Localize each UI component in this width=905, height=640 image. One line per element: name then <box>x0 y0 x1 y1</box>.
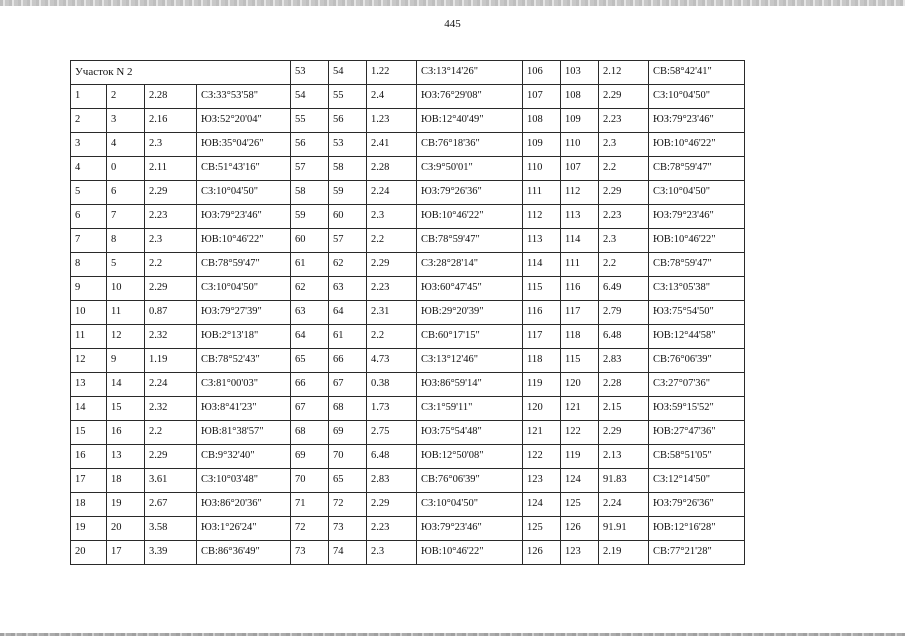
table-row <box>71 421 745 445</box>
block1-to-point: 17 <box>107 541 145 565</box>
block2-bearing: СВ:60°17'15" <box>417 325 523 349</box>
block2-length: 2.31 <box>367 301 417 325</box>
block1-length: 0.87 <box>145 301 197 325</box>
block3-from-point: 119 <box>523 373 561 397</box>
block3-to-point: 112 <box>561 181 599 205</box>
block3-from-point: 106 <box>523 61 561 85</box>
block2-to-point: 67 <box>329 373 367 397</box>
block3-bearing: ЮЗ:79°23'46" <box>649 205 745 229</box>
block2-length: 2.24 <box>367 181 417 205</box>
block2-bearing: СЗ:9°50'01" <box>417 157 523 181</box>
block1-bearing: СВ:78°52'43" <box>197 349 291 373</box>
block3-from-point: 116 <box>523 301 561 325</box>
block2-from-point: 59 <box>291 205 329 229</box>
block3-length: 2.3 <box>599 229 649 253</box>
block3-from-point: 109 <box>523 133 561 157</box>
block3-from-point: 112 <box>523 205 561 229</box>
block3-length: 2.29 <box>599 421 649 445</box>
block2-from-point: 64 <box>291 325 329 349</box>
block2-to-point: 65 <box>329 469 367 493</box>
block3-to-point: 109 <box>561 109 599 133</box>
block1-length: 3.58 <box>145 517 197 541</box>
block1-from-point: 16 <box>71 445 107 469</box>
table-row <box>71 445 745 469</box>
block1-length: 2.23 <box>145 205 197 229</box>
block2-bearing: СВ:78°59'47" <box>417 229 523 253</box>
block2-from-point: 53 <box>291 61 329 85</box>
block2-to-point: 66 <box>329 349 367 373</box>
block3-from-point: 124 <box>523 493 561 517</box>
block1-to-point: 5 <box>107 253 145 277</box>
table-row <box>71 133 745 157</box>
block1-from-point: 2 <box>71 109 107 133</box>
block1-to-point: 2 <box>107 85 145 109</box>
block2-length: 2.41 <box>367 133 417 157</box>
block3-bearing: СВ:78°59'47" <box>649 253 745 277</box>
block2-bearing: ЮВ:29°20'39" <box>417 301 523 325</box>
block3-to-point: 126 <box>561 517 599 541</box>
block1-length: 2.28 <box>145 85 197 109</box>
block3-bearing: ЮЗ:79°26'36" <box>649 493 745 517</box>
coordinates-table <box>70 60 745 565</box>
block1-from-point: 19 <box>71 517 107 541</box>
block1-to-point: 8 <box>107 229 145 253</box>
block3-bearing: СВ:77°21'28" <box>649 541 745 565</box>
block2-length: 2.2 <box>367 325 417 349</box>
block2-to-point: 57 <box>329 229 367 253</box>
block3-to-point: 119 <box>561 445 599 469</box>
block1-to-point: 3 <box>107 109 145 133</box>
block2-from-point: 56 <box>291 133 329 157</box>
block3-length: 2.13 <box>599 445 649 469</box>
table-row <box>71 517 745 541</box>
block1-bearing: ЮЗ:79°23'46" <box>197 205 291 229</box>
block2-from-point: 54 <box>291 85 329 109</box>
block3-bearing: ЮЗ:75°54'50" <box>649 301 745 325</box>
block2-bearing: ЮЗ:79°26'36" <box>417 181 523 205</box>
block3-length: 91.91 <box>599 517 649 541</box>
block2-length: 4.73 <box>367 349 417 373</box>
block3-length: 91.83 <box>599 469 649 493</box>
block1-from-point: 7 <box>71 229 107 253</box>
table-row <box>71 493 745 517</box>
block1-to-point: 7 <box>107 205 145 229</box>
block1-from-point: 3 <box>71 133 107 157</box>
block2-bearing: СЗ:10°04'50" <box>417 493 523 517</box>
block1-to-point: 6 <box>107 181 145 205</box>
block2-from-point: 73 <box>291 541 329 565</box>
block2-from-point: 58 <box>291 181 329 205</box>
block3-bearing: ЮВ:27°47'36" <box>649 421 745 445</box>
block1-from-point: 5 <box>71 181 107 205</box>
block3-to-point: 121 <box>561 397 599 421</box>
block1-from-point: 13 <box>71 373 107 397</box>
block1-from-point: 17 <box>71 469 107 493</box>
block1-bearing: СЗ:10°04'50" <box>197 181 291 205</box>
block1-bearing: ЮЗ:52°20'04" <box>197 109 291 133</box>
block3-to-point: 111 <box>561 253 599 277</box>
block2-from-point: 69 <box>291 445 329 469</box>
block2-bearing: СЗ:13°12'46" <box>417 349 523 373</box>
table-row <box>71 325 745 349</box>
block1-bearing: ЮЗ:1°26'24" <box>197 517 291 541</box>
block1-length: 1.19 <box>145 349 197 373</box>
block1-from-point: 9 <box>71 277 107 301</box>
block2-length: 2.2 <box>367 229 417 253</box>
block1-from-point: 4 <box>71 157 107 181</box>
block2-to-point: 73 <box>329 517 367 541</box>
table-row <box>71 205 745 229</box>
block1-length: 2.11 <box>145 157 197 181</box>
block1-length: 2.29 <box>145 277 197 301</box>
block3-length: 2.83 <box>599 349 649 373</box>
block1-to-point: 0 <box>107 157 145 181</box>
block3-length: 2.23 <box>599 109 649 133</box>
block3-to-point: 115 <box>561 349 599 373</box>
table-row <box>71 277 745 301</box>
table-row <box>71 109 745 133</box>
block2-to-point: 59 <box>329 181 367 205</box>
block2-from-point: 55 <box>291 109 329 133</box>
block2-length: 2.3 <box>367 205 417 229</box>
block2-length: 1.22 <box>367 61 417 85</box>
block3-to-point: 123 <box>561 541 599 565</box>
block3-to-point: 114 <box>561 229 599 253</box>
block2-from-point: 57 <box>291 157 329 181</box>
block2-from-point: 71 <box>291 493 329 517</box>
block3-bearing: СВ:58°51'05" <box>649 445 745 469</box>
block2-to-point: 72 <box>329 493 367 517</box>
block3-from-point: 122 <box>523 445 561 469</box>
block2-length: 2.4 <box>367 85 417 109</box>
block2-bearing: СЗ:28°28'14" <box>417 253 523 277</box>
block1-length: 2.29 <box>145 181 197 205</box>
block3-from-point: 111 <box>523 181 561 205</box>
block2-from-point: 65 <box>291 349 329 373</box>
block2-length: 2.29 <box>367 253 417 277</box>
block3-from-point: 117 <box>523 325 561 349</box>
scan-edge-top <box>0 0 905 6</box>
block2-from-point: 61 <box>291 253 329 277</box>
block1-from-point: 15 <box>71 421 107 445</box>
block3-to-point: 122 <box>561 421 599 445</box>
block1-to-point: 4 <box>107 133 145 157</box>
table-row <box>71 373 745 397</box>
block1-length: 2.32 <box>145 325 197 349</box>
block1-bearing: СВ:51°43'16" <box>197 157 291 181</box>
block2-to-point: 55 <box>329 85 367 109</box>
block3-length: 2.29 <box>599 181 649 205</box>
block2-length: 2.83 <box>367 469 417 493</box>
block3-from-point: 110 <box>523 157 561 181</box>
block2-to-point: 64 <box>329 301 367 325</box>
block1-from-point: 20 <box>71 541 107 565</box>
block1-from-point: 8 <box>71 253 107 277</box>
block2-bearing: СЗ:1°59'11" <box>417 397 523 421</box>
block2-to-point: 62 <box>329 253 367 277</box>
block2-bearing: ЮЗ:60°47'45" <box>417 277 523 301</box>
block3-length: 6.49 <box>599 277 649 301</box>
block3-from-point: 114 <box>523 253 561 277</box>
block2-length: 6.48 <box>367 445 417 469</box>
block2-bearing: СВ:76°18'36" <box>417 133 523 157</box>
block3-from-point: 118 <box>523 349 561 373</box>
block1-length: 2.67 <box>145 493 197 517</box>
table-row <box>71 61 745 85</box>
block3-to-point: 120 <box>561 373 599 397</box>
table-row <box>71 349 745 373</box>
block1-bearing: ЮВ:2°13'18" <box>197 325 291 349</box>
block2-from-point: 60 <box>291 229 329 253</box>
block3-length: 2.29 <box>599 85 649 109</box>
block3-bearing: ЮВ:12°16'28" <box>649 517 745 541</box>
block1-length: 2.29 <box>145 445 197 469</box>
block2-to-point: 61 <box>329 325 367 349</box>
block1-to-point: 18 <box>107 469 145 493</box>
block2-bearing: ЮВ:10°46'22" <box>417 205 523 229</box>
block3-from-point: 120 <box>523 397 561 421</box>
table-row <box>71 85 745 109</box>
block2-to-point: 63 <box>329 277 367 301</box>
block1-length: 2.32 <box>145 397 197 421</box>
block2-bearing: ЮВ:10°46'22" <box>417 541 523 565</box>
block2-length: 2.29 <box>367 493 417 517</box>
block2-from-point: 72 <box>291 517 329 541</box>
block2-bearing: ЮВ:12°50'08" <box>417 445 523 469</box>
block3-length: 2.3 <box>599 133 649 157</box>
block3-bearing: СЗ:10°04'50" <box>649 85 745 109</box>
block1-length: 2.3 <box>145 133 197 157</box>
block3-to-point: 113 <box>561 205 599 229</box>
block3-bearing: ЮЗ:79°23'46" <box>649 109 745 133</box>
block1-bearing: ЮВ:10°46'22" <box>197 229 291 253</box>
block3-from-point: 107 <box>523 85 561 109</box>
block2-to-point: 69 <box>329 421 367 445</box>
block2-from-point: 70 <box>291 469 329 493</box>
block3-to-point: 103 <box>561 61 599 85</box>
block3-to-point: 117 <box>561 301 599 325</box>
block3-to-point: 110 <box>561 133 599 157</box>
table-row <box>71 301 745 325</box>
block2-length: 2.23 <box>367 517 417 541</box>
block2-length: 2.23 <box>367 277 417 301</box>
block1-to-point: 9 <box>107 349 145 373</box>
block1-bearing: СЗ:10°04'50" <box>197 277 291 301</box>
block2-to-point: 68 <box>329 397 367 421</box>
block3-bearing: СЗ:13°05'38" <box>649 277 745 301</box>
block1-bearing: ЮВ:35°04'26" <box>197 133 291 157</box>
block1-bearing: ЮВ:81°38'57" <box>197 421 291 445</box>
block1-length: 3.39 <box>145 541 197 565</box>
block2-bearing: СЗ:13°14'26" <box>417 61 523 85</box>
block1-length: 2.24 <box>145 373 197 397</box>
block3-bearing: ЮВ:10°46'22" <box>649 133 745 157</box>
block2-to-point: 60 <box>329 205 367 229</box>
block3-from-point: 121 <box>523 421 561 445</box>
block3-from-point: 126 <box>523 541 561 565</box>
block3-from-point: 108 <box>523 109 561 133</box>
block1-to-point: 15 <box>107 397 145 421</box>
block2-length: 0.38 <box>367 373 417 397</box>
block3-length: 2.15 <box>599 397 649 421</box>
block2-length: 1.23 <box>367 109 417 133</box>
block3-to-point: 124 <box>561 469 599 493</box>
block1-bearing: ЮЗ:8°41'23" <box>197 397 291 421</box>
block1-to-point: 11 <box>107 301 145 325</box>
table-row <box>71 157 745 181</box>
block3-bearing: СВ:76°06'39" <box>649 349 745 373</box>
block2-bearing: ЮЗ:79°23'46" <box>417 517 523 541</box>
block3-to-point: 125 <box>561 493 599 517</box>
block3-length: 2.12 <box>599 61 649 85</box>
block1-length: 2.2 <box>145 421 197 445</box>
block2-from-point: 66 <box>291 373 329 397</box>
block1-to-point: 14 <box>107 373 145 397</box>
block1-length: 2.2 <box>145 253 197 277</box>
block3-to-point: 116 <box>561 277 599 301</box>
block3-bearing: СЗ:10°04'50" <box>649 181 745 205</box>
block3-length: 2.19 <box>599 541 649 565</box>
table-body <box>71 61 745 565</box>
table-row <box>71 541 745 565</box>
block1-bearing: ЮЗ:86°20'36" <box>197 493 291 517</box>
block2-to-point: 53 <box>329 133 367 157</box>
block3-length: 2.24 <box>599 493 649 517</box>
block1-bearing: СЗ:81°00'03" <box>197 373 291 397</box>
block1-length: 3.61 <box>145 469 197 493</box>
block1-from-point: 11 <box>71 325 107 349</box>
block3-length: 2.79 <box>599 301 649 325</box>
block1-bearing: ЮЗ:79°27'39" <box>197 301 291 325</box>
block2-from-point: 62 <box>291 277 329 301</box>
block3-bearing: ЮВ:12°44'58" <box>649 325 745 349</box>
block2-bearing: ЮЗ:86°59'14" <box>417 373 523 397</box>
block2-to-point: 56 <box>329 109 367 133</box>
block1-bearing: СВ:78°59'47" <box>197 253 291 277</box>
block2-bearing: ЮВ:12°40'49" <box>417 109 523 133</box>
block1-from-point: 14 <box>71 397 107 421</box>
block3-length: 2.23 <box>599 205 649 229</box>
block3-to-point: 108 <box>561 85 599 109</box>
block1-from-point: 12 <box>71 349 107 373</box>
block1-to-point: 10 <box>107 277 145 301</box>
block3-length: 2.2 <box>599 157 649 181</box>
block3-bearing: ЮЗ:59°15'52" <box>649 397 745 421</box>
block1-from-point: 6 <box>71 205 107 229</box>
block3-length: 2.28 <box>599 373 649 397</box>
block2-length: 2.75 <box>367 421 417 445</box>
block1-bearing: СВ:9°32'40" <box>197 445 291 469</box>
table-row <box>71 253 745 277</box>
block3-from-point: 123 <box>523 469 561 493</box>
block3-from-point: 113 <box>523 229 561 253</box>
block3-bearing: СЗ:27°07'36" <box>649 373 745 397</box>
section-title: Участок N 2 <box>71 61 291 85</box>
block3-length: 6.48 <box>599 325 649 349</box>
block2-length: 2.28 <box>367 157 417 181</box>
block3-from-point: 115 <box>523 277 561 301</box>
block2-bearing: ЮЗ:75°54'48" <box>417 421 523 445</box>
block2-from-point: 63 <box>291 301 329 325</box>
block2-to-point: 54 <box>329 61 367 85</box>
block3-length: 2.2 <box>599 253 649 277</box>
table-row <box>71 181 745 205</box>
block3-bearing: СЗ:12°14'50" <box>649 469 745 493</box>
table-row <box>71 469 745 493</box>
block1-length: 2.16 <box>145 109 197 133</box>
page-number: 445 <box>444 18 461 30</box>
block1-to-point: 12 <box>107 325 145 349</box>
block1-bearing: СВ:86°36'49" <box>197 541 291 565</box>
block3-bearing: СВ:78°59'47" <box>649 157 745 181</box>
block2-from-point: 68 <box>291 421 329 445</box>
table-row <box>71 229 745 253</box>
block2-bearing: СВ:76°06'39" <box>417 469 523 493</box>
block1-from-point: 18 <box>71 493 107 517</box>
block2-length: 2.3 <box>367 541 417 565</box>
block2-bearing: ЮЗ:76°29'08" <box>417 85 523 109</box>
block2-to-point: 70 <box>329 445 367 469</box>
block1-to-point: 20 <box>107 517 145 541</box>
block1-length: 2.3 <box>145 229 197 253</box>
block3-from-point: 125 <box>523 517 561 541</box>
block2-from-point: 67 <box>291 397 329 421</box>
block1-to-point: 13 <box>107 445 145 469</box>
block2-to-point: 74 <box>329 541 367 565</box>
block3-bearing: ЮВ:10°46'22" <box>649 229 745 253</box>
table-row <box>71 397 745 421</box>
block1-from-point: 1 <box>71 85 107 109</box>
block1-to-point: 16 <box>107 421 145 445</box>
block1-from-point: 10 <box>71 301 107 325</box>
block1-bearing: СЗ:33°53'58" <box>197 85 291 109</box>
block3-bearing: СВ:58°42'41" <box>649 61 745 85</box>
scan-edge-bottom <box>0 633 905 636</box>
block1-to-point: 19 <box>107 493 145 517</box>
block2-to-point: 58 <box>329 157 367 181</box>
block3-to-point: 118 <box>561 325 599 349</box>
block2-length: 1.73 <box>367 397 417 421</box>
block3-to-point: 107 <box>561 157 599 181</box>
block1-bearing: СЗ:10°03'48" <box>197 469 291 493</box>
